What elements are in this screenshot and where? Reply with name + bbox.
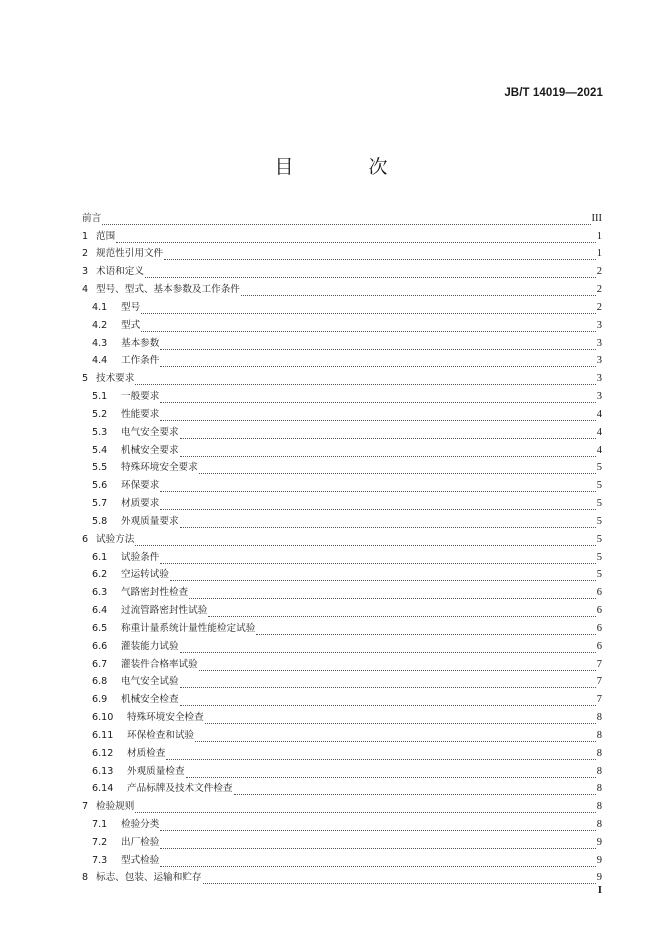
toc-entry-page: 8 — [596, 747, 602, 759]
toc-entry[interactable] — [82, 260, 602, 278]
toc-entry-number: 5.1 — [92, 391, 108, 403]
toc-entry-page: 8 — [596, 818, 602, 830]
toc-entry[interactable] — [82, 671, 602, 689]
toc-entry-page: 1 — [596, 230, 602, 242]
toc-entry-page: 5 — [596, 551, 602, 563]
toc-leader-dots — [195, 733, 596, 742]
toc-leader-dots — [180, 679, 596, 688]
toc-entry-page: 4 — [596, 444, 602, 456]
toc-leader-dots — [141, 305, 596, 314]
toc-entry-number: 5.2 — [92, 408, 108, 420]
toc-entry-number: 6.6 — [92, 640, 108, 652]
toc-entry-number: 7.2 — [92, 836, 108, 848]
toc-leader-dots — [135, 376, 595, 385]
toc-entry-number: 6.2 — [92, 569, 108, 581]
toc-leader-dots — [180, 430, 596, 439]
toc-entry-number: 5.5 — [92, 462, 108, 474]
toc-entry-page: 9 — [596, 872, 602, 884]
toc-entry-number: 4.4 — [92, 355, 108, 367]
page-title: 目 次 — [274, 156, 416, 178]
toc-entry-number: 7 — [82, 801, 89, 813]
toc-leader-dots — [199, 662, 596, 671]
toc-entry-title: 材质检查 — [127, 747, 166, 759]
toc-entry-title: 出厂检验 — [121, 836, 160, 848]
toc-entry-page: 5 — [596, 480, 602, 492]
toc-entry-number: 2 — [82, 248, 89, 260]
toc-entry[interactable] — [82, 474, 602, 492]
toc-entry-number: 6.4 — [92, 605, 108, 617]
standard-code: JB/T 14019—2021 — [504, 87, 603, 99]
toc-entry-title: 外观质量检查 — [127, 765, 185, 777]
toc-entry-number: 6.12 — [92, 747, 114, 759]
toc-entry[interactable] — [82, 350, 602, 368]
toc-entry-page: 9 — [596, 854, 602, 866]
toc-entry-page: 6 — [596, 640, 602, 652]
toc-entry-title: 特殊环境安全检查 — [127, 712, 204, 724]
toc-entry[interactable] — [82, 225, 602, 243]
toc-entry-page: 8 — [596, 801, 602, 813]
toc-entry-number: 6 — [82, 533, 89, 545]
toc-entry-page: 2 — [596, 266, 602, 278]
toc-leader-dots — [141, 323, 596, 332]
toc-entry[interactable] — [82, 849, 602, 867]
toc-entry-page: 8 — [596, 729, 602, 741]
toc-entry-title: 试验方法 — [96, 533, 135, 545]
toc-entry-page: 5 — [596, 498, 602, 510]
toc-entry[interactable] — [82, 367, 602, 385]
toc-entry[interactable] — [82, 635, 602, 653]
toc-entry-page: 3 — [596, 391, 602, 403]
toc-entry-title: 范围 — [96, 230, 116, 242]
toc-entry[interactable] — [82, 492, 602, 510]
toc-entry-page: 9 — [596, 836, 602, 848]
toc-entry-page: 3 — [596, 355, 602, 367]
toc-leader-dots — [135, 537, 595, 546]
toc-leader-dots — [102, 216, 590, 225]
toc-entry[interactable] — [82, 528, 602, 546]
toc-leader-dots — [160, 555, 595, 564]
toc-entry[interactable] — [82, 457, 602, 475]
toc-entry-number: 8 — [82, 872, 89, 884]
toc-entry[interactable] — [82, 688, 602, 706]
toc-entry-number: 6.7 — [92, 658, 108, 670]
toc-entry[interactable] — [82, 207, 602, 225]
toc-entry[interactable] — [82, 332, 602, 350]
toc-entry[interactable] — [82, 296, 602, 314]
toc-entry[interactable] — [82, 510, 602, 528]
toc-entry-title: 工作条件 — [121, 355, 160, 367]
toc-entry[interactable] — [82, 385, 602, 403]
toc-leader-dots — [199, 465, 596, 474]
toc-leader-dots — [160, 394, 595, 403]
toc-entry-number: 6.8 — [92, 676, 108, 688]
toc-entry-number: 6.3 — [92, 587, 108, 599]
toc-entry-page: 1 — [596, 248, 602, 260]
toc-entry-page: 6 — [596, 605, 602, 617]
toc-leader-dots — [160, 358, 595, 367]
toc-entry-number: 5.3 — [92, 426, 108, 438]
toc-entry-title: 气路密封性检查 — [121, 587, 189, 599]
toc-leader-dots — [160, 341, 595, 350]
toc-entry-title: 电气安全试验 — [121, 676, 179, 688]
toc-entry-page: 2 — [596, 301, 602, 313]
toc-entry-title: 型号 — [121, 301, 141, 313]
toc-entry-page: 6 — [596, 587, 602, 599]
toc-entry-title: 基本参数 — [121, 337, 160, 349]
toc-entry-title: 灌装件合格率试验 — [121, 658, 198, 670]
toc-entry[interactable] — [82, 599, 602, 617]
toc-entry-title: 检验规则 — [96, 801, 135, 813]
toc-entry-page: 5 — [596, 569, 602, 581]
toc-entry-page: 5 — [596, 462, 602, 474]
toc-leader-dots — [189, 590, 596, 599]
toc-entry-title: 电气安全要求 — [121, 426, 179, 438]
toc-entry[interactable] — [82, 831, 602, 849]
toc-entry[interactable] — [82, 724, 602, 742]
toc-entry[interactable] — [82, 795, 602, 813]
toc-entry[interactable] — [82, 278, 602, 296]
toc-entry-number: 4.3 — [92, 337, 108, 349]
toc-leader-dots — [164, 251, 596, 260]
toc-leader-dots — [180, 644, 596, 653]
toc-leader-dots — [203, 875, 596, 884]
toc-entry-number: 5.7 — [92, 498, 108, 510]
toc-entry-title: 术语和定义 — [96, 266, 144, 278]
toc-entry-page: 4 — [596, 408, 602, 420]
toc-entry-page: 7 — [596, 658, 602, 670]
toc-leader-dots — [166, 751, 595, 760]
toc-leader-dots — [208, 608, 595, 617]
toc-entry-title: 技术要求 — [96, 373, 135, 385]
toc-entry[interactable] — [82, 867, 602, 885]
toc-entry-title: 一般要求 — [121, 391, 160, 403]
toc-entry-title: 产品标牌及技术文件检查 — [127, 783, 233, 795]
toc-leader-dots — [256, 626, 595, 635]
toc-entry[interactable] — [82, 653, 602, 671]
toc-leader-dots — [135, 804, 595, 813]
toc-entry-page: 8 — [596, 712, 602, 724]
toc-entry[interactable] — [82, 439, 602, 457]
toc-entry-title: 材质要求 — [121, 498, 160, 510]
toc-leader-dots — [170, 572, 596, 581]
toc-entry-title: 外观质量要求 — [121, 515, 179, 527]
toc-entry[interactable] — [82, 581, 602, 599]
toc-entry[interactable] — [82, 617, 602, 635]
toc-leader-dots — [160, 822, 595, 831]
toc-leader-dots — [160, 858, 595, 867]
page-number: I — [597, 884, 602, 896]
toc-entry-number: 5.6 — [92, 480, 108, 492]
toc-leader-dots — [160, 483, 595, 492]
toc-entry-title: 机械安全要求 — [121, 444, 179, 456]
toc-entry[interactable] — [82, 243, 602, 261]
toc-entry-title: 试验条件 — [121, 551, 160, 563]
toc-leader-dots — [241, 287, 596, 296]
toc-leader-dots — [160, 501, 595, 510]
toc-leader-dots — [186, 769, 596, 778]
toc-entry-number: 5.4 — [92, 444, 108, 456]
toc-entry[interactable] — [82, 778, 602, 796]
toc-entry-number: 5.8 — [92, 515, 108, 527]
toc-entry[interactable] — [82, 564, 602, 582]
toc-leader-dots — [234, 786, 596, 795]
toc-entry-page: 7 — [596, 694, 602, 706]
toc-leader-dots — [160, 412, 595, 421]
toc-entry[interactable] — [82, 706, 602, 724]
toc-entry-page: 5 — [596, 515, 602, 527]
toc-leader-dots — [160, 840, 595, 849]
toc-entry[interactable] — [82, 546, 602, 564]
toc-entry-number: 3 — [82, 266, 89, 278]
toc-leader-dots — [180, 519, 596, 528]
toc-entry[interactable] — [82, 760, 602, 778]
toc-entry-title: 机械安全检查 — [121, 694, 179, 706]
toc-entry[interactable] — [82, 421, 602, 439]
toc-entry-title: 性能要求 — [121, 408, 160, 420]
toc-leader-dots — [116, 234, 596, 243]
toc-entry-title: 标志、包装、运输和贮存 — [96, 872, 202, 884]
toc-entry[interactable] — [82, 813, 602, 831]
toc-entry-title: 前言 — [82, 212, 102, 224]
toc-entry-number: 6.5 — [92, 622, 108, 634]
toc-entry-number: 6.1 — [92, 551, 108, 563]
toc-entry-title: 型式 — [121, 319, 141, 331]
toc-leader-dots — [180, 697, 596, 706]
toc-entry-page: 3 — [596, 319, 602, 331]
toc-entry-number: 6.11 — [92, 729, 114, 741]
toc-entry-page: 4 — [596, 426, 602, 438]
toc-entry[interactable] — [82, 742, 602, 760]
toc-entry-title: 环保要求 — [121, 480, 160, 492]
toc-entry-title: 检验分类 — [121, 818, 160, 830]
toc-entry-number: 6.14 — [92, 783, 114, 795]
toc-entry-title: 过流管路密封性试验 — [121, 605, 208, 617]
toc-entry-page: 3 — [596, 337, 602, 349]
toc-entry-title: 灌装能力试验 — [121, 640, 179, 652]
toc-entry-number: 6.13 — [92, 765, 114, 777]
toc-entry-number: 4.2 — [92, 319, 108, 331]
toc-entry-title: 称重计量系统计量性能检定试验 — [121, 622, 256, 634]
toc-entry-page: 7 — [596, 676, 602, 688]
toc-entry-page: 6 — [596, 622, 602, 634]
toc-entry-title: 规范性引用文件 — [96, 248, 164, 260]
toc-entry-page: 5 — [596, 533, 602, 545]
toc-entry[interactable] — [82, 314, 602, 332]
toc-leader-dots — [205, 715, 596, 724]
toc-entry[interactable] — [82, 403, 602, 421]
toc-entry-number: 7.3 — [92, 854, 108, 866]
toc-entry-title: 特殊环境安全要求 — [121, 462, 198, 474]
toc-entry-title: 型式检验 — [121, 854, 160, 866]
table-of-contents — [82, 207, 602, 884]
toc-entry-number: 7.1 — [92, 818, 108, 830]
toc-entry-number: 1 — [82, 230, 89, 242]
toc-entry-title: 空运转试验 — [121, 569, 169, 581]
toc-entry-page: 8 — [596, 783, 602, 795]
toc-entry-page: 8 — [596, 765, 602, 777]
toc-entry-number: 4 — [82, 284, 89, 296]
toc-entry-page: III — [591, 212, 602, 224]
toc-leader-dots — [180, 448, 596, 457]
toc-entry-number: 4.1 — [92, 301, 108, 313]
toc-entry-number: 5 — [82, 373, 89, 385]
toc-entry-page: 2 — [596, 284, 602, 296]
toc-entry-number: 6.9 — [92, 694, 108, 706]
toc-entry-page: 3 — [596, 373, 602, 385]
toc-entry-title: 型号、型式、基本参数及工作条件 — [96, 284, 240, 296]
toc-entry-title: 环保检查和试验 — [127, 729, 195, 741]
toc-entry-number: 6.10 — [92, 712, 114, 724]
toc-leader-dots — [145, 269, 596, 278]
